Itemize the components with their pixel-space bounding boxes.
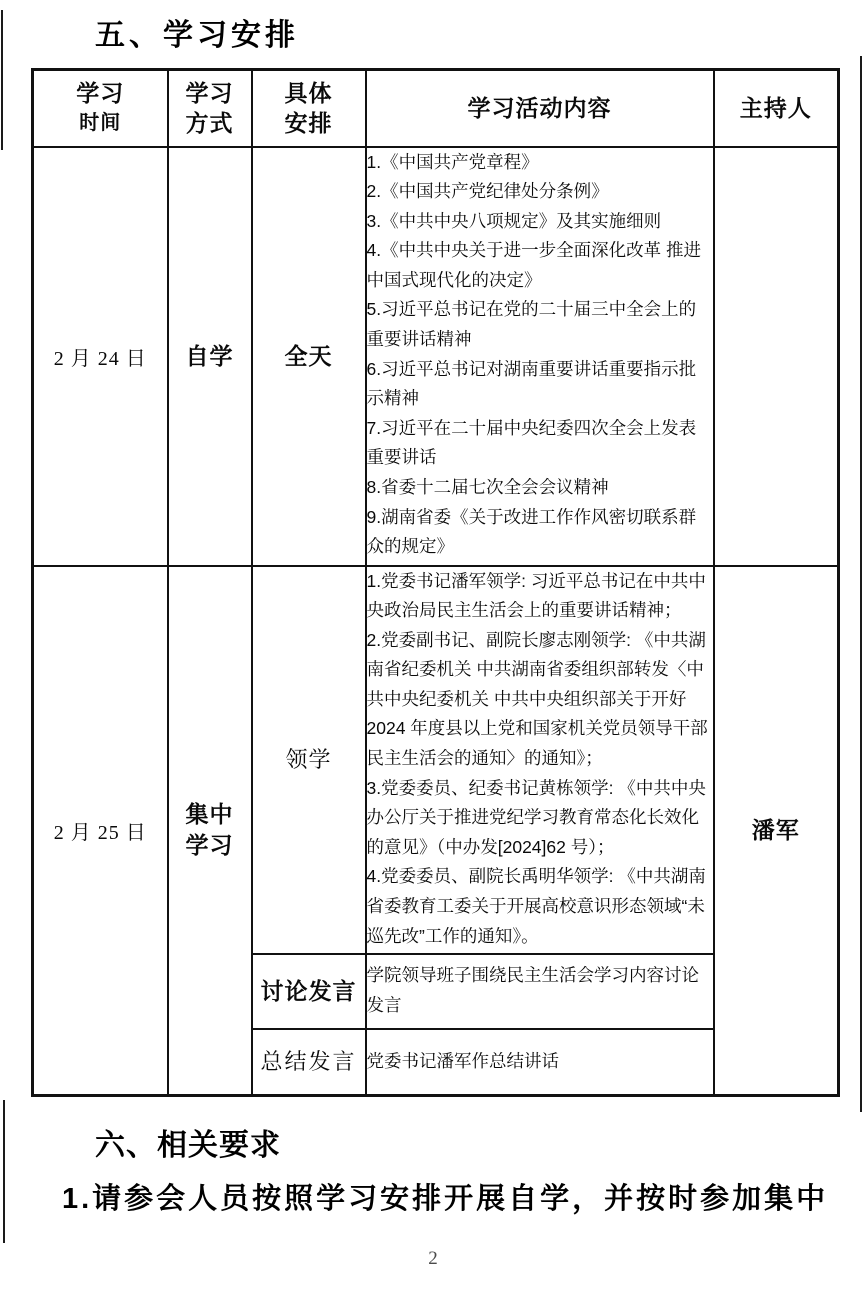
table-row-feb25-lead-study (33, 566, 839, 954)
table-header-row (33, 70, 839, 147)
header-specific-arrangement-line2: 安排 (284, 110, 333, 137)
header-study-time-line1: 学习 (76, 80, 125, 107)
page-number: 2 (428, 1248, 438, 1269)
cell-arrangement-discussion: 讨论发言 (252, 954, 366, 1029)
study-item-6: 6.习近平总书记对湖南重要讲话重要指示批示精神 (366, 358, 697, 409)
cell-content-summary: 党委书记潘军作总结讲话 (366, 1029, 714, 1096)
lead-study-item-1: 1.党委书记潘军领学: 习近平总书记在中共中央政治局民主生活会上的重要讲话精神； (366, 570, 706, 621)
study-item-9: 9.湖南省委《关于改进工作作风密切联系群众的规定》 (366, 506, 697, 557)
lead-study-item-4: 4.党委委员、副院长禹明华领学: 《中共湖南省委教育工委关于开展高校意识形态领域“未巡先改”工作的通知》。 (366, 866, 706, 946)
cell-host-panjun: 潘军 (714, 566, 839, 1096)
section-title-study-arrangement: 五、学习安排 (95, 19, 299, 52)
cell-date-feb24: 2 月 24 日 (33, 147, 168, 566)
study-item-2: 2.《中国共产党纪律处分条例》 (366, 181, 609, 202)
cell-arrangement-all-day: 全天 (252, 147, 366, 566)
study-item-8: 8.省委十二届七次全会会议精神 (366, 477, 609, 498)
requirement-paragraph: 1.请参会人员按照学习安排开展自学，并按时参加集中 (62, 1183, 829, 1215)
study-item-7: 7.习近平在二十届中央纪委四次全会上发表重要讲话 (366, 417, 697, 468)
header-activity-content: 学习活动内容 (366, 70, 714, 147)
scan-artifact-left-bottom (3, 1100, 5, 1243)
study-item-1: 1.《中国共产党章程》 (366, 151, 539, 172)
lead-study-item-2: 2.党委副书记、副院长廖志刚领学: 《中共湖南省纪委机关 中共湖南省委组织部转发〈中共中央纪委机关 中共中央组织部关于开好 2024 年度县以上党和国家机关党员领导干部民主生活会的通知〉的通知》； (366, 629, 708, 769)
cell-host-feb24-empty (714, 147, 839, 566)
section-title-related-requirements: 六、相关要求 (95, 1129, 281, 1162)
table-row-feb24 (33, 147, 839, 566)
cell-content-discussion: 学院领导班子围绕民主生活会学习内容讨论发言 (366, 954, 714, 1029)
header-study-method-line2: 方式 (185, 110, 234, 137)
cell-method-concentrated-line1: 集中 (185, 801, 234, 828)
cell-content-lead-study (366, 566, 714, 954)
header-study-method (168, 70, 252, 147)
cell-method-self-study: 自学 (168, 147, 252, 566)
header-specific-arrangement (252, 70, 366, 147)
scan-artifact-left-top (1, 10, 3, 150)
header-study-method-line1: 学习 (185, 80, 234, 107)
study-item-3: 3.《中共中央八项规定》及其实施细则 (366, 210, 662, 231)
header-study-time (33, 70, 168, 147)
header-study-time-line2: 时间 (79, 112, 122, 135)
cell-date-feb25: 2 月 25 日 (33, 566, 168, 1096)
cell-content-feb24 (366, 147, 714, 566)
lead-study-item-3: 3.党委委员、纪委书记黄栋领学: 《中共中央办公厅关于推进党纪学习教育常态化长效化的意见》（中办发[2024]62 号）； (366, 777, 706, 857)
cell-method-concentrated-study (168, 566, 252, 1096)
cell-method-concentrated-line2: 学习 (185, 832, 234, 859)
header-specific-arrangement-line1: 具体 (284, 80, 333, 107)
cell-arrangement-summary: 总结发言 (252, 1029, 366, 1096)
study-schedule-table (31, 68, 840, 1097)
study-item-4: 4.《中共中央关于进一步全面深化改革 推进中国式现代化的决定》 (366, 240, 701, 290)
study-item-5: 5.习近平总书记在党的二十届三中全会上的重要讲话精神 (366, 299, 697, 350)
header-host: 主持人 (714, 70, 839, 147)
cell-arrangement-lead-study: 领学 (252, 566, 366, 954)
scan-artifact-right (860, 56, 862, 1112)
